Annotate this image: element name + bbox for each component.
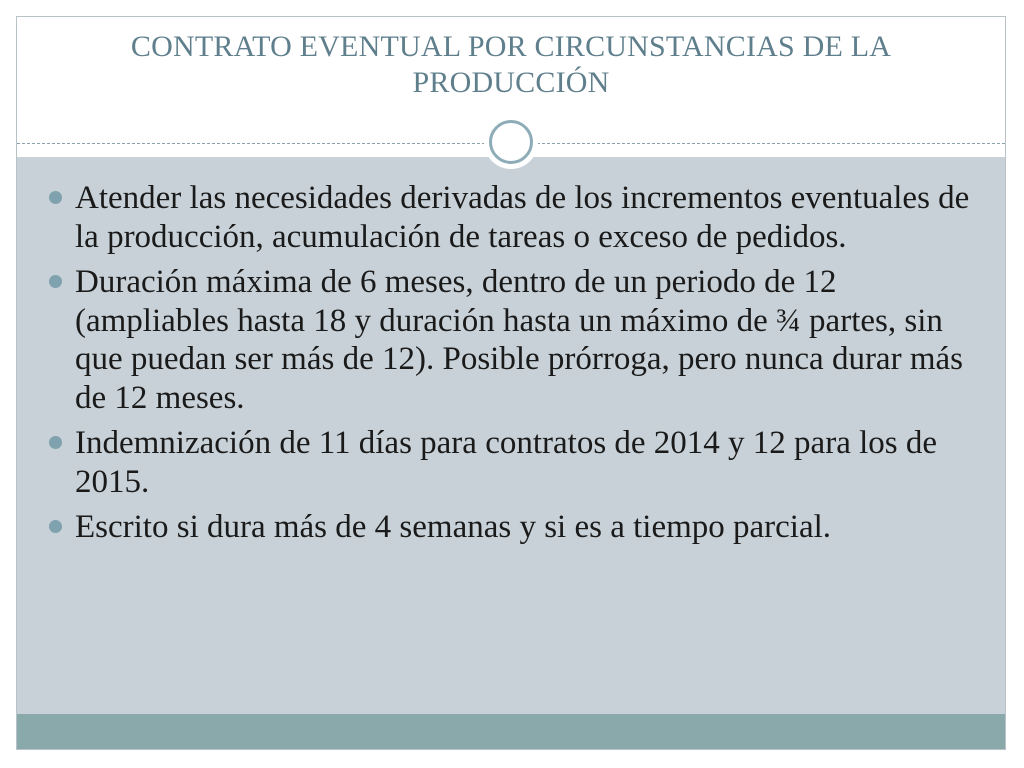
- slide: [16, 16, 1006, 750]
- bullet-dot-icon: [49, 436, 62, 449]
- bullet-text: Atender las necesidades derivadas de los incrementos eventuales de la producción, acumulación de tareas o exceso de pedidos.: [75, 180, 970, 255]
- slide-title: CONTRATO EVENTUAL POR CIRCUNSTANCIAS DE LA PRODUCCIÓN: [130, 30, 892, 99]
- list-item: [47, 179, 977, 256]
- bullet-list: [47, 179, 977, 554]
- bullet-text: Escrito si dura más de 4 semanas y si es a tiempo parcial.: [75, 509, 832, 545]
- list-item: [47, 508, 977, 547]
- list-item: [47, 424, 977, 501]
- bullet-text: Indemnización de 11 días para contratos de 2014 y 12 para los de 2015.: [75, 425, 937, 500]
- bullet-dot-icon: [49, 520, 62, 533]
- bullet-dot-icon: [49, 275, 62, 288]
- footer-band: [17, 714, 1005, 749]
- bullet-dot-icon: [49, 191, 62, 204]
- bullet-text: Duración máxima de 6 meses, dentro de un periodo de 12 (ampliables hasta 18 y duración hasta un máximo de ¾ partes, sin que puedan ser más de 12). Posible prórroga, pero nunca durar más de 12 meses.: [75, 264, 963, 416]
- ring-icon: [489, 120, 533, 164]
- circle-ornament-icon: [484, 115, 538, 169]
- list-item: [47, 263, 977, 417]
